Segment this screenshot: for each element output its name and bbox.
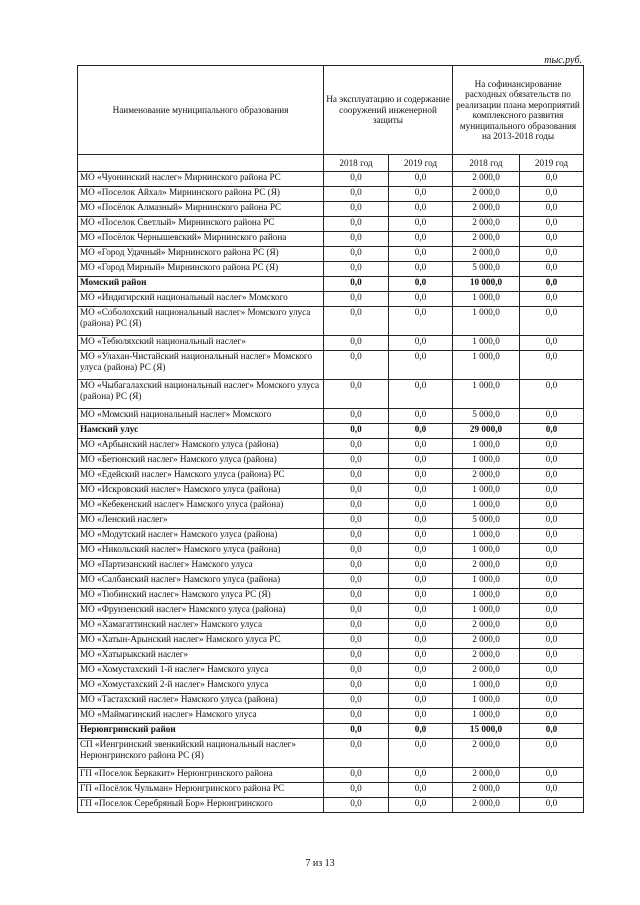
cell-municipality-name: МО «Тебюляхский национальный наслег» xyxy=(78,336,324,351)
table-row xyxy=(78,247,584,262)
cell-amount: 0,0 xyxy=(520,619,584,634)
cell-amount: 0,0 xyxy=(389,439,453,454)
table-row xyxy=(78,664,584,679)
cell-amount: 0,0 xyxy=(324,634,389,649)
table-row xyxy=(78,529,584,544)
cell-municipality-name: МО «Хатын-Арынский наслег» Намского улуса РС xyxy=(78,634,324,649)
table-row xyxy=(78,739,584,768)
table-row xyxy=(78,768,584,783)
units-label: тыс.руб. xyxy=(544,55,582,66)
cell-amount: 0,0 xyxy=(520,574,584,589)
year-header: 2018 год xyxy=(453,155,520,172)
cell-amount: 0,0 xyxy=(324,484,389,499)
cell-amount: 0,0 xyxy=(520,277,584,292)
column-header-name: Наименование муниципального образования xyxy=(78,66,324,155)
cell-amount: 0,0 xyxy=(520,262,584,277)
cell-amount: 5 000,0 xyxy=(453,514,520,529)
table-row xyxy=(78,307,584,336)
cell-amount: 0,0 xyxy=(520,469,584,484)
cell-amount: 0,0 xyxy=(389,187,453,202)
cell-amount: 0,0 xyxy=(324,739,389,768)
cell-amount: 0,0 xyxy=(324,202,389,217)
table-row xyxy=(78,336,584,351)
table-row xyxy=(78,634,584,649)
cell-amount: 0,0 xyxy=(324,336,389,351)
cell-amount: 0,0 xyxy=(389,469,453,484)
cell-amount: 0,0 xyxy=(389,604,453,619)
cell-municipality-name: МО «Индигирский национальный наслег» Момского xyxy=(78,292,324,307)
cell-municipality-name: СП «Иенгринский эвенкийский национальный наслег» Нерюнгринского района РС (Я) xyxy=(78,739,324,768)
cell-amount: 2 000,0 xyxy=(453,768,520,783)
cell-municipality-name: ГП «Поселок Беркакит» Нерюнгринского района xyxy=(78,768,324,783)
cell-amount: 0,0 xyxy=(389,202,453,217)
table-row xyxy=(78,604,584,619)
cell-municipality-name: МО «Маймагинский наслег» Намского улуса xyxy=(78,709,324,724)
cell-amount: 0,0 xyxy=(324,380,389,409)
cell-amount: 1 000,0 xyxy=(453,292,520,307)
year-header: 2019 год xyxy=(520,155,584,172)
cell-amount: 0,0 xyxy=(389,336,453,351)
cell-amount: 0,0 xyxy=(520,604,584,619)
cell-amount: 0,0 xyxy=(389,589,453,604)
cell-amount: 0,0 xyxy=(324,217,389,232)
table-year-row xyxy=(78,155,584,172)
page-number: 7 из 13 xyxy=(305,858,335,869)
cell-municipality-name: МО «Посёлок Чернышевский» Мирнинского района xyxy=(78,232,324,247)
cell-amount: 0,0 xyxy=(520,439,584,454)
cell-amount: 2 000,0 xyxy=(453,798,520,813)
cell-amount: 0,0 xyxy=(389,768,453,783)
cell-amount: 0,0 xyxy=(324,783,389,798)
cell-municipality-name: МО «Партизанский наслег» Намского улуса xyxy=(78,559,324,574)
table-row xyxy=(78,783,584,798)
cell-municipality-name: МО «Ленский наслег» xyxy=(78,514,324,529)
table-row xyxy=(78,574,584,589)
cell-amount: 1 000,0 xyxy=(453,484,520,499)
table-row xyxy=(78,484,584,499)
cell-amount: 2 000,0 xyxy=(453,172,520,187)
table-row xyxy=(78,380,584,409)
cell-amount: 0,0 xyxy=(324,798,389,813)
cell-amount: 0,0 xyxy=(389,709,453,724)
cell-amount: 0,0 xyxy=(389,262,453,277)
table-row xyxy=(78,514,584,529)
cell-amount: 0,0 xyxy=(389,664,453,679)
cell-amount: 0,0 xyxy=(324,424,389,439)
cell-amount: 2 000,0 xyxy=(453,559,520,574)
year-header-empty xyxy=(78,155,324,172)
table-row xyxy=(78,589,584,604)
cell-municipality-name: МО «Бетюнский наслег» Намского улуса (района) xyxy=(78,454,324,469)
column-header-group-2: На софинансирование расходных обязательств по реализации плана мероприятий комплексного развития муниципального образования на 2013-2018 годы xyxy=(453,66,584,155)
cell-municipality-name: МО «Момский национальный наслег» Момского xyxy=(78,409,324,424)
table-row xyxy=(78,439,584,454)
cell-amount: 0,0 xyxy=(324,619,389,634)
cell-amount: 0,0 xyxy=(324,589,389,604)
cell-municipality-name: ГП «Посёлок Чульман» Нерюнгринского района РС xyxy=(78,783,324,798)
cell-amount: 0,0 xyxy=(324,604,389,619)
cell-amount: 0,0 xyxy=(324,574,389,589)
cell-amount: 0,0 xyxy=(389,307,453,336)
cell-amount: 0,0 xyxy=(389,351,453,380)
table-row xyxy=(78,559,584,574)
cell-municipality-name: МО «Фрунзенский наслег» Намского улуса (района) xyxy=(78,604,324,619)
table-row xyxy=(78,187,584,202)
cell-amount: 0,0 xyxy=(324,724,389,739)
cell-municipality-name: Намский улус xyxy=(78,424,324,439)
cell-amount: 0,0 xyxy=(324,664,389,679)
cell-amount: 0,0 xyxy=(389,424,453,439)
table-row xyxy=(78,217,584,232)
cell-amount: 0,0 xyxy=(520,634,584,649)
cell-amount: 0,0 xyxy=(520,589,584,604)
cell-amount: 0,0 xyxy=(324,768,389,783)
cell-amount: 2 000,0 xyxy=(453,634,520,649)
cell-amount: 0,0 xyxy=(520,307,584,336)
cell-municipality-name: Нерюнгринский район xyxy=(78,724,324,739)
cell-municipality-name: МО «Модутский наслег» Намского улуса (района) xyxy=(78,529,324,544)
cell-amount: 0,0 xyxy=(324,454,389,469)
cell-municipality-name: МО «Посёлок Алмазный» Мирнинского района РС xyxy=(78,202,324,217)
table-row xyxy=(78,409,584,424)
cell-amount: 0,0 xyxy=(389,232,453,247)
cell-amount: 0,0 xyxy=(324,172,389,187)
cell-amount: 2 000,0 xyxy=(453,187,520,202)
table-row xyxy=(78,649,584,664)
table-row xyxy=(78,619,584,634)
cell-amount: 0,0 xyxy=(324,499,389,514)
table-header-row xyxy=(78,66,584,155)
cell-amount: 0,0 xyxy=(520,292,584,307)
cell-amount: 0,0 xyxy=(520,454,584,469)
cell-amount: 0,0 xyxy=(520,559,584,574)
cell-amount: 0,0 xyxy=(520,739,584,768)
cell-amount: 1 000,0 xyxy=(453,380,520,409)
cell-amount: 0,0 xyxy=(389,649,453,664)
cell-amount: 5 000,0 xyxy=(453,409,520,424)
cell-amount: 2 000,0 xyxy=(453,469,520,484)
cell-municipality-name: МО «Хомустахский 1-й наслег» Намского улуса xyxy=(78,664,324,679)
cell-municipality-name: МО «Никольский наслег» Намского улуса (района) xyxy=(78,544,324,559)
cell-amount: 0,0 xyxy=(520,724,584,739)
cell-amount: 0,0 xyxy=(520,514,584,529)
cell-municipality-name: МО «Улахан-Чистайский национальный наслег» Момского улуса (района) РС (Я) xyxy=(78,351,324,380)
cell-amount: 0,0 xyxy=(520,679,584,694)
cell-amount: 1 000,0 xyxy=(453,679,520,694)
cell-amount: 0,0 xyxy=(324,409,389,424)
cell-amount: 2 000,0 xyxy=(453,217,520,232)
cell-amount: 1 000,0 xyxy=(453,709,520,724)
cell-amount: 0,0 xyxy=(520,187,584,202)
cell-municipality-name: МО «Хатырыкский наслег» xyxy=(78,649,324,664)
cell-amount: 0,0 xyxy=(389,409,453,424)
cell-amount: 2 000,0 xyxy=(453,619,520,634)
cell-municipality-name: МО «Соболохский национальный наслег» Момского улуса (района) РС (Я) xyxy=(78,307,324,336)
cell-amount: 0,0 xyxy=(389,739,453,768)
cell-amount: 29 000,0 xyxy=(453,424,520,439)
table-row xyxy=(78,351,584,380)
table-row xyxy=(78,679,584,694)
cell-municipality-name: МО «Искровский наслег» Намского улуса (района) xyxy=(78,484,324,499)
budget-table xyxy=(77,65,584,813)
cell-amount: 0,0 xyxy=(389,529,453,544)
cell-amount: 0,0 xyxy=(324,187,389,202)
cell-amount: 1 000,0 xyxy=(453,529,520,544)
cell-amount: 0,0 xyxy=(389,514,453,529)
cell-amount: 1 000,0 xyxy=(453,499,520,514)
cell-amount: 0,0 xyxy=(520,768,584,783)
cell-amount: 0,0 xyxy=(324,694,389,709)
cell-amount: 0,0 xyxy=(389,574,453,589)
cell-municipality-name: МО «Поселок Светлый» Мирнинского района РС xyxy=(78,217,324,232)
cell-amount: 0,0 xyxy=(389,634,453,649)
cell-amount: 0,0 xyxy=(324,679,389,694)
cell-amount: 0,0 xyxy=(520,529,584,544)
cell-amount: 1 000,0 xyxy=(453,307,520,336)
table-row xyxy=(78,544,584,559)
cell-amount: 0,0 xyxy=(324,307,389,336)
cell-amount: 2 000,0 xyxy=(453,649,520,664)
table-row xyxy=(78,454,584,469)
cell-amount: 0,0 xyxy=(389,724,453,739)
cell-amount: 2 000,0 xyxy=(453,202,520,217)
cell-amount: 0,0 xyxy=(324,529,389,544)
cell-amount: 0,0 xyxy=(389,798,453,813)
table-row xyxy=(78,709,584,724)
cell-amount: 15 000,0 xyxy=(453,724,520,739)
cell-municipality-name: МО «Кебекенский наслег» Намского улуса (района) xyxy=(78,499,324,514)
cell-amount: 0,0 xyxy=(520,217,584,232)
cell-amount: 0,0 xyxy=(520,664,584,679)
table-row-subtotal xyxy=(78,277,584,292)
cell-amount: 0,0 xyxy=(389,247,453,262)
cell-amount: 0,0 xyxy=(520,336,584,351)
cell-municipality-name: Момский район xyxy=(78,277,324,292)
cell-amount: 1 000,0 xyxy=(453,589,520,604)
cell-municipality-name: МО «Хомустахский 2-й наслег» Намского улуса xyxy=(78,679,324,694)
cell-amount: 0,0 xyxy=(520,424,584,439)
table-body xyxy=(78,172,584,813)
cell-amount: 0,0 xyxy=(389,217,453,232)
cell-amount: 0,0 xyxy=(389,679,453,694)
cell-amount: 0,0 xyxy=(520,694,584,709)
cell-amount: 0,0 xyxy=(324,469,389,484)
cell-amount: 0,0 xyxy=(389,694,453,709)
cell-amount: 1 000,0 xyxy=(453,336,520,351)
cell-amount: 0,0 xyxy=(520,783,584,798)
cell-amount: 1 000,0 xyxy=(453,454,520,469)
table-row xyxy=(78,694,584,709)
cell-amount: 2 000,0 xyxy=(453,664,520,679)
cell-municipality-name: МО «Тастахский наслег» Намского улуса (района) xyxy=(78,694,324,709)
cell-amount: 1 000,0 xyxy=(453,439,520,454)
cell-amount: 0,0 xyxy=(520,499,584,514)
table-row xyxy=(78,798,584,813)
cell-amount: 1 000,0 xyxy=(453,694,520,709)
cell-municipality-name: МО «Арбынский наслег» Намского улуса (района) xyxy=(78,439,324,454)
table-row xyxy=(78,499,584,514)
cell-amount: 2 000,0 xyxy=(453,783,520,798)
table-row xyxy=(78,232,584,247)
cell-amount: 0,0 xyxy=(389,277,453,292)
cell-amount: 0,0 xyxy=(324,351,389,380)
cell-municipality-name: МО «Хамагаттинский наслег» Намского улуса xyxy=(78,619,324,634)
cell-amount: 1 000,0 xyxy=(453,574,520,589)
cell-amount: 0,0 xyxy=(520,172,584,187)
cell-amount: 0,0 xyxy=(520,709,584,724)
cell-amount: 0,0 xyxy=(324,559,389,574)
cell-amount: 0,0 xyxy=(520,409,584,424)
cell-amount: 10 000,0 xyxy=(453,277,520,292)
cell-amount: 0,0 xyxy=(324,649,389,664)
cell-amount: 2 000,0 xyxy=(453,247,520,262)
cell-municipality-name: МО «Салбанский наслег» Намского улуса (района) xyxy=(78,574,324,589)
cell-amount: 0,0 xyxy=(389,292,453,307)
table-row xyxy=(78,469,584,484)
cell-amount: 0,0 xyxy=(520,798,584,813)
cell-amount: 0,0 xyxy=(520,380,584,409)
cell-amount: 1 000,0 xyxy=(453,544,520,559)
cell-amount: 1 000,0 xyxy=(453,604,520,619)
table-row-subtotal xyxy=(78,724,584,739)
cell-amount: 0,0 xyxy=(389,559,453,574)
cell-amount: 0,0 xyxy=(389,619,453,634)
cell-municipality-name: МО «Едейский наслег» Намского улуса (района) РС xyxy=(78,469,324,484)
column-header-group-1: На эксплуатацию и содержание сооружений инженерной защиты xyxy=(324,66,453,155)
cell-amount: 0,0 xyxy=(389,544,453,559)
cell-municipality-name: ГП «Поселок Серебряный Бор» Нерюнгринского xyxy=(78,798,324,813)
cell-amount: 0,0 xyxy=(324,277,389,292)
cell-amount: 0,0 xyxy=(520,232,584,247)
cell-amount: 0,0 xyxy=(324,544,389,559)
table-row xyxy=(78,202,584,217)
year-header: 2018 год xyxy=(324,155,389,172)
cell-amount: 0,0 xyxy=(520,484,584,499)
table-row-subtotal xyxy=(78,424,584,439)
cell-amount: 2 000,0 xyxy=(453,232,520,247)
cell-amount: 0,0 xyxy=(389,380,453,409)
cell-amount: 0,0 xyxy=(324,262,389,277)
cell-municipality-name: МО «Тюбинский наслег» Намского улуса РС (Я) xyxy=(78,589,324,604)
year-header: 2019 год xyxy=(389,155,453,172)
cell-amount: 0,0 xyxy=(324,709,389,724)
cell-amount: 0,0 xyxy=(520,202,584,217)
cell-amount: 0,0 xyxy=(389,172,453,187)
cell-amount: 0,0 xyxy=(389,783,453,798)
cell-amount: 0,0 xyxy=(324,514,389,529)
table-row xyxy=(78,262,584,277)
cell-amount: 2 000,0 xyxy=(453,739,520,768)
cell-amount: 0,0 xyxy=(324,247,389,262)
cell-amount: 1 000,0 xyxy=(453,351,520,380)
cell-amount: 0,0 xyxy=(520,351,584,380)
cell-amount: 0,0 xyxy=(324,292,389,307)
cell-municipality-name: МО «Поселок Айхал» Мирнинского района РС (Я) xyxy=(78,187,324,202)
cell-amount: 0,0 xyxy=(520,649,584,664)
cell-amount: 0,0 xyxy=(389,484,453,499)
cell-municipality-name: МО «Город Удачный» Мирнинского района РС (Я) xyxy=(78,247,324,262)
table-row xyxy=(78,172,584,187)
cell-amount: 0,0 xyxy=(389,454,453,469)
table-row xyxy=(78,292,584,307)
cell-amount: 0,0 xyxy=(324,439,389,454)
cell-amount: 0,0 xyxy=(520,544,584,559)
cell-municipality-name: МО «Чыбагалахский национальный наслег» Момского улуса (района) РС (Я) xyxy=(78,380,324,409)
cell-amount: 5 000,0 xyxy=(453,262,520,277)
cell-amount: 0,0 xyxy=(389,499,453,514)
cell-amount: 0,0 xyxy=(324,232,389,247)
cell-municipality-name: МО «Город Мирный» Мирнинского района РС (Я) xyxy=(78,262,324,277)
cell-municipality-name: МО «Чуонинский наслег» Мирнинского района РС xyxy=(78,172,324,187)
cell-amount: 0,0 xyxy=(520,247,584,262)
